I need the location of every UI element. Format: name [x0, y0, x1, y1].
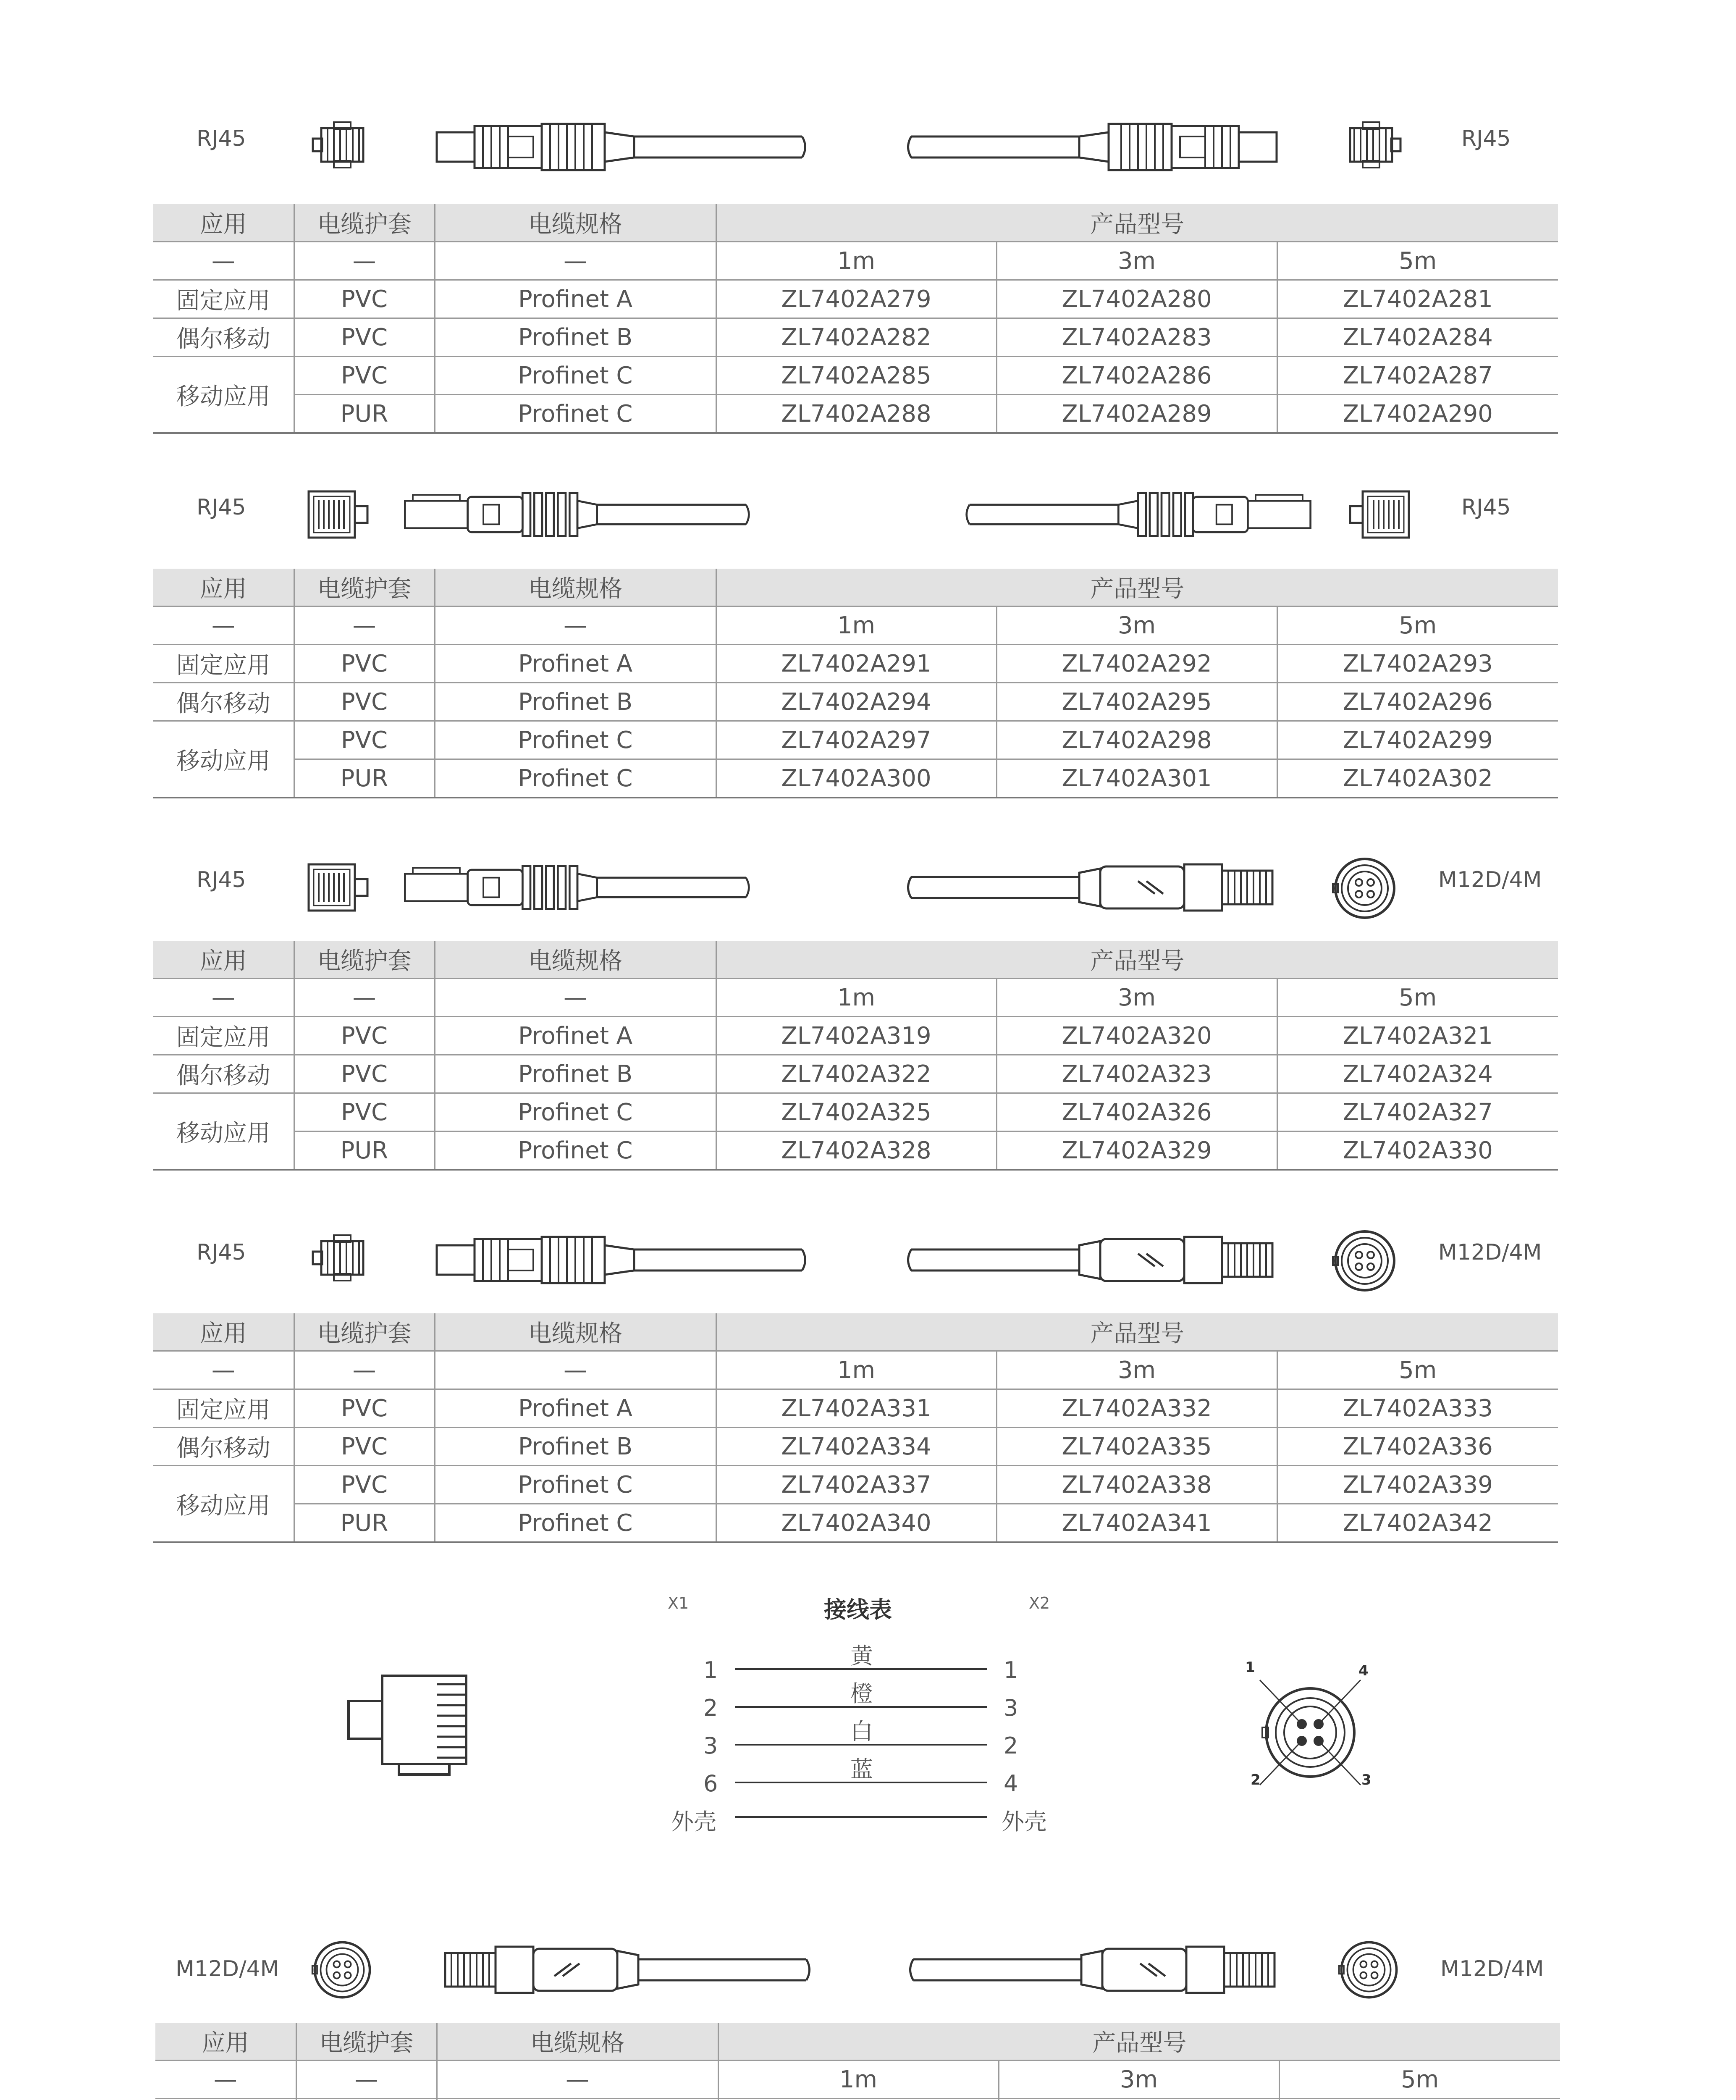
- col-spec: 电缆规格: [435, 204, 716, 242]
- col-sheath: 电缆护套: [294, 204, 435, 242]
- col-sheath: 电缆护套: [294, 1313, 435, 1351]
- dash-cell: —: [435, 979, 716, 1017]
- length-5m: 5m: [1279, 2061, 1560, 2099]
- m12-face-icon: [311, 1938, 374, 2001]
- rj45-cable-plug-icon: [962, 487, 1314, 542]
- length-5m: 5m: [1277, 1351, 1558, 1389]
- dash-cell: —: [437, 2061, 718, 2099]
- shell-right: 外壳: [1002, 1809, 1047, 1835]
- length-5m: 5m: [1277, 242, 1558, 280]
- table-row: PUR Profinet C ZL7402A300 ZL7402A301 ZL7402A302: [153, 759, 1558, 798]
- length-1m: 1m: [716, 1351, 996, 1389]
- rj45-connector-icon: [309, 1233, 376, 1283]
- pin-right: 1: [1004, 1657, 1018, 1683]
- dash-cell: —: [153, 979, 294, 1017]
- connector-right-label: M12D/4M: [1438, 867, 1542, 892]
- col-model: 产品型号: [718, 2023, 1560, 2061]
- rj45-plug-drawing-icon: [344, 1667, 475, 1777]
- length-3m: 3m: [999, 2061, 1279, 2099]
- dash-cell: —: [296, 2061, 437, 2099]
- col-application: 应用: [153, 1313, 294, 1351]
- connector-right-label: M12D/4M: [1438, 1240, 1542, 1265]
- dash-cell: —: [435, 242, 716, 280]
- connector-left-label: RJ45: [197, 867, 246, 892]
- wiring-title: 接线表: [824, 1596, 892, 1623]
- table-row: 偶尔移动 PVC Profinet B ZL7402A322 ZL7402A323 ZL7402A324: [153, 1055, 1558, 1093]
- dash-cell: —: [294, 1351, 435, 1389]
- m12-pin-label: 3: [1361, 1772, 1371, 1788]
- pin-left: 1: [703, 1657, 718, 1683]
- col-spec: 电缆规格: [437, 2023, 718, 2061]
- length-1m: 1m: [716, 606, 996, 645]
- dash-cell: —: [155, 2061, 296, 2099]
- table-row: 移动应用 PVC Profinet C ZL7402A337 ZL7402A338 ZL7402A339: [153, 1466, 1558, 1504]
- wire-color: 橙: [850, 1680, 873, 1707]
- rj45-cable-plug-icon: [401, 487, 754, 542]
- connector-left-label: M12D/4M: [176, 1956, 279, 1982]
- table-row: 偶尔移动 PVC Profinet B ZL7402A294 ZL7402A295 ZL7402A296: [153, 683, 1558, 721]
- rj45-cable-plug-icon: [433, 120, 810, 174]
- length-3m: 3m: [996, 242, 1277, 280]
- col-sheath: 电缆护套: [294, 941, 435, 979]
- m12-pin-label: 1: [1245, 1659, 1255, 1676]
- table-row: 固定应用 PVC Profinet A ZL7402A331 ZL7402A332 ZL7402A333: [153, 1389, 1558, 1428]
- col-model: 产品型号: [716, 569, 1558, 606]
- wire-lines: [735, 1667, 987, 1819]
- col-model: 产品型号: [716, 1313, 1558, 1351]
- table-row: 移动应用 PVC Profinet C ZL7402A297 ZL7402A298 ZL7402A299: [153, 721, 1558, 759]
- product-table: [153, 1313, 1558, 1543]
- table-row: PUR Profinet C ZL7402A328 ZL7402A329 ZL7402A330: [153, 1131, 1558, 1170]
- col-application: 应用: [155, 2023, 296, 2061]
- table-row: 固定应用 PVC Profinet A ZL7402A279 ZL7402A280 ZL7402A281: [153, 280, 1558, 318]
- length-1m: 1m: [716, 979, 996, 1017]
- rj45-cable-plug-icon: [433, 1233, 810, 1287]
- table-row: 移动应用 PVC Profinet C ZL7402A285 ZL7402A286 ZL7402A287: [153, 357, 1558, 395]
- wire-color: 黄: [850, 1643, 873, 1669]
- dash-cell: —: [435, 606, 716, 645]
- table-row: 固定应用 PVC Profinet A ZL7402A319 ZL7402A320 ZL7402A321: [153, 1017, 1558, 1055]
- table-row: PUR Profinet C ZL7402A340 ZL7402A341 ZL7402A342: [153, 1504, 1558, 1543]
- m12-face-icon: [1337, 1938, 1400, 2001]
- table-row: 移动应用 PVC Profinet C ZL7402A325 ZL7402A326 ZL7402A327: [153, 1093, 1558, 1131]
- product-table: [153, 569, 1558, 798]
- dash-cell: —: [294, 606, 435, 645]
- connector-left-label: RJ45: [197, 126, 246, 151]
- product-table: [155, 2023, 1560, 2100]
- connector-right-label: M12D/4M: [1440, 1956, 1544, 1982]
- col-sheath: 电缆护套: [294, 569, 435, 606]
- col-application: 应用: [153, 569, 294, 606]
- m12-pin-label: 2: [1251, 1772, 1261, 1788]
- table-row: 偶尔移动 PVC Profinet B ZL7402A334 ZL7402A335 ZL7402A336: [153, 1428, 1558, 1466]
- length-5m: 5m: [1277, 979, 1558, 1017]
- pin-left: 2: [703, 1695, 718, 1721]
- length-1m: 1m: [718, 2061, 999, 2099]
- dash-cell: —: [153, 1351, 294, 1389]
- product-table: [153, 941, 1558, 1171]
- dash-cell: —: [435, 1351, 716, 1389]
- col-model: 产品型号: [716, 941, 1558, 979]
- length-3m: 3m: [996, 606, 1277, 645]
- product-table: [153, 204, 1558, 434]
- table-row: [155, 2099, 1560, 2100]
- wire-color: 蓝: [850, 1756, 873, 1782]
- shell-left: 外壳: [671, 1809, 716, 1835]
- pin-right: 4: [1004, 1770, 1018, 1797]
- table-row: PUR Profinet C ZL7402A288 ZL7402A289 ZL7402A290: [153, 395, 1558, 433]
- length-3m: 3m: [996, 1351, 1277, 1389]
- pin-right: 2: [1004, 1732, 1018, 1759]
- m12-cable-plug-icon: [903, 1233, 1281, 1287]
- rj45-cable-plug-icon: [401, 860, 754, 915]
- wire-color: 白: [850, 1718, 873, 1745]
- m12-pin-label: 4: [1358, 1662, 1369, 1679]
- m12-pinout-icon: [1247, 1670, 1373, 1796]
- table-row: 偶尔移动 PVC Profinet B ZL7402A282 ZL7402A283 ZL7402A284: [153, 318, 1558, 357]
- m12-face-icon: [1331, 1227, 1398, 1294]
- dash-cell: —: [153, 606, 294, 645]
- connector-left-label: RJ45: [197, 495, 246, 520]
- col-application: 应用: [153, 204, 294, 242]
- table-row: 固定应用 PVC Profinet A ZL7402A291 ZL7402A292 ZL7402A293: [153, 645, 1558, 683]
- col-application: 应用: [153, 941, 294, 979]
- x2-label: X2: [1029, 1594, 1050, 1612]
- length-1m: 1m: [716, 242, 996, 280]
- col-sheath: 电缆护套: [296, 2023, 437, 2061]
- pin-right: 3: [1004, 1695, 1018, 1721]
- col-model: 产品型号: [716, 204, 1558, 242]
- m12-cable-plug-icon: [905, 1942, 1283, 1997]
- dash-cell: —: [153, 242, 294, 280]
- rj45-connector-icon: [1337, 120, 1405, 170]
- length-3m: 3m: [996, 979, 1277, 1017]
- connector-right-label: RJ45: [1461, 126, 1511, 151]
- x1-label: X1: [668, 1594, 689, 1612]
- col-spec: 电缆规格: [435, 569, 716, 606]
- col-spec: 电缆规格: [435, 941, 716, 979]
- length-5m: 5m: [1277, 606, 1558, 645]
- dash-cell: —: [294, 979, 435, 1017]
- rj45-cable-plug-icon: [903, 120, 1281, 174]
- pin-left: 3: [703, 1732, 718, 1759]
- connector-left-label: RJ45: [197, 1240, 246, 1265]
- m12-cable-plug-icon: [437, 1942, 815, 1997]
- dash-cell: —: [294, 242, 435, 280]
- connector-right-label: RJ45: [1461, 495, 1511, 520]
- rj45-front-icon: [1346, 487, 1413, 542]
- pin-left: 6: [703, 1770, 718, 1797]
- rj45-front-icon: [304, 487, 372, 542]
- rj45-connector-icon: [309, 120, 376, 170]
- m12-face-icon: [1331, 855, 1398, 922]
- rj45-front-icon: [304, 860, 372, 915]
- m12-cable-plug-icon: [903, 860, 1281, 915]
- col-spec: 电缆规格: [435, 1313, 716, 1351]
